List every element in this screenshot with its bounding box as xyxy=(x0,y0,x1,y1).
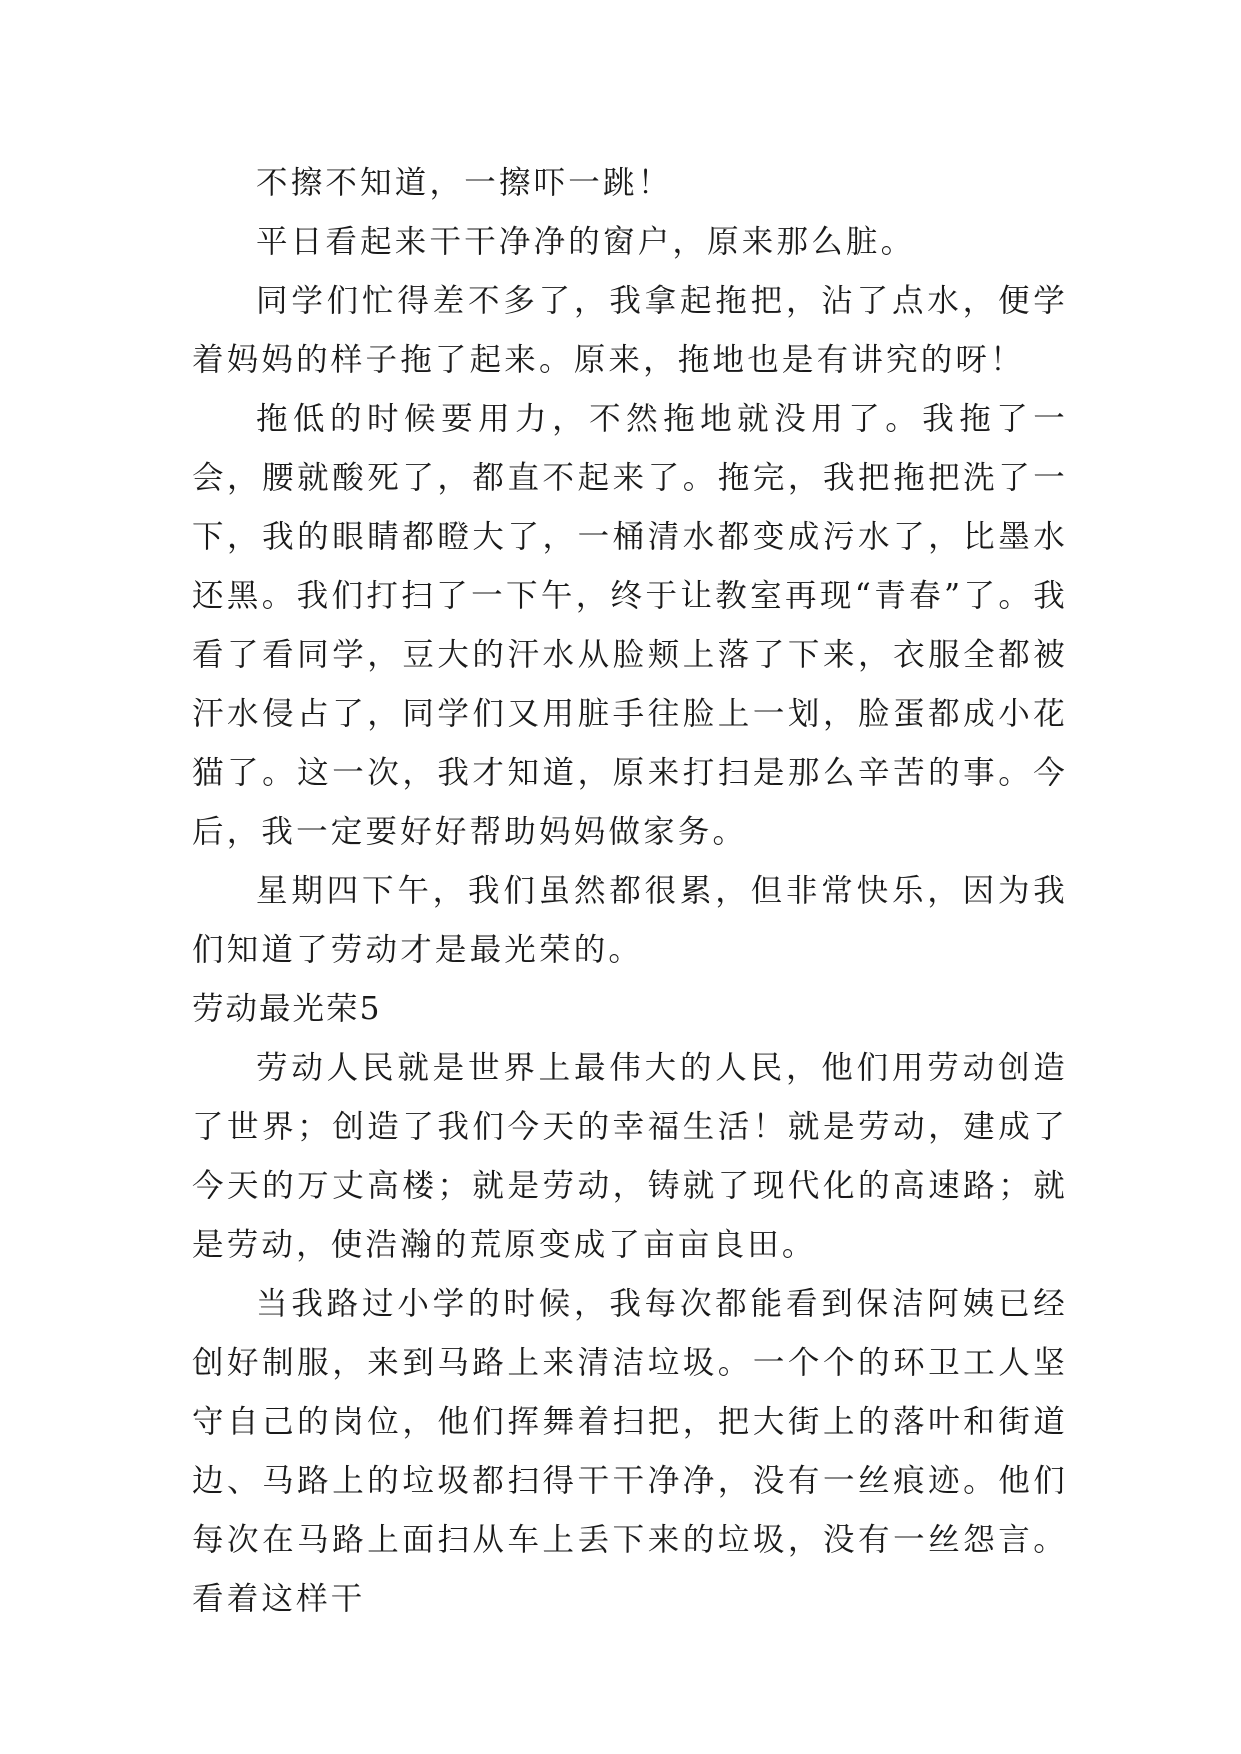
document-body xyxy=(192,154,1068,1629)
paragraph: 星期四下午，我们虽然都很累，但非常快乐，因为我们知道了劳动才是最光荣的。 xyxy=(192,873,1068,968)
paragraph: 同学们忙得差不多了，我拿起拖把，沾了点水，便学着妈妈的样子拖了起来。原来，拖地也是有讲究的呀！ xyxy=(192,283,1068,378)
paragraph: 不擦不知道，一擦吓一跳！ xyxy=(256,165,673,201)
paragraph: 劳动人民就是世界上最伟大的人民，他们用劳动创造了世界；创造了我们今天的幸福生活！就是劳动，建成了今天的万丈高楼；就是劳动，铸就了现代化的高速路；就是劳动，使浩瀚的荒原变成了亩亩良田。 xyxy=(192,1050,1068,1263)
section-heading: 劳动最光荣5 xyxy=(192,991,382,1027)
paragraph: 当我路过小学的时候，我每次都能看到保洁阿姨已经创好制服，来到马路上来清洁垃圾。一个个的环卫工人坚守自己的岗位，他们挥舞着扫把，把大街上的落叶和街道边、马路上的垃圾都扫得干干净净，没有一丝痕迹。他们每次在马路上面扫从车上丢下来的垃圾，没有一丝怨言。看着这样干 xyxy=(192,1286,1068,1617)
paragraph: 拖低的时候要用力，不然拖地就没用了。我拖了一会，腰就酸死了，都直不起来了。拖完，我把拖把洗了一下，我的眼睛都瞪大了，一桶清水都变成污水了，比墨水还黑。我们打扫了一下午，终于让教室再现“青春”了。我看了看同学，豆大的汗水从脸颊上落了下来，衣服全都被汗水侵占了，同学们又用脏手往脸上一划，脸蛋都成小花猫了。这一次，我才知道，原来打扫是那么辛苦的事。今后，我一定要好好帮助妈妈做家务。 xyxy=(192,401,1068,850)
paragraph: 平日看起来干干净净的窗户，原来那么脏。 xyxy=(256,224,916,260)
